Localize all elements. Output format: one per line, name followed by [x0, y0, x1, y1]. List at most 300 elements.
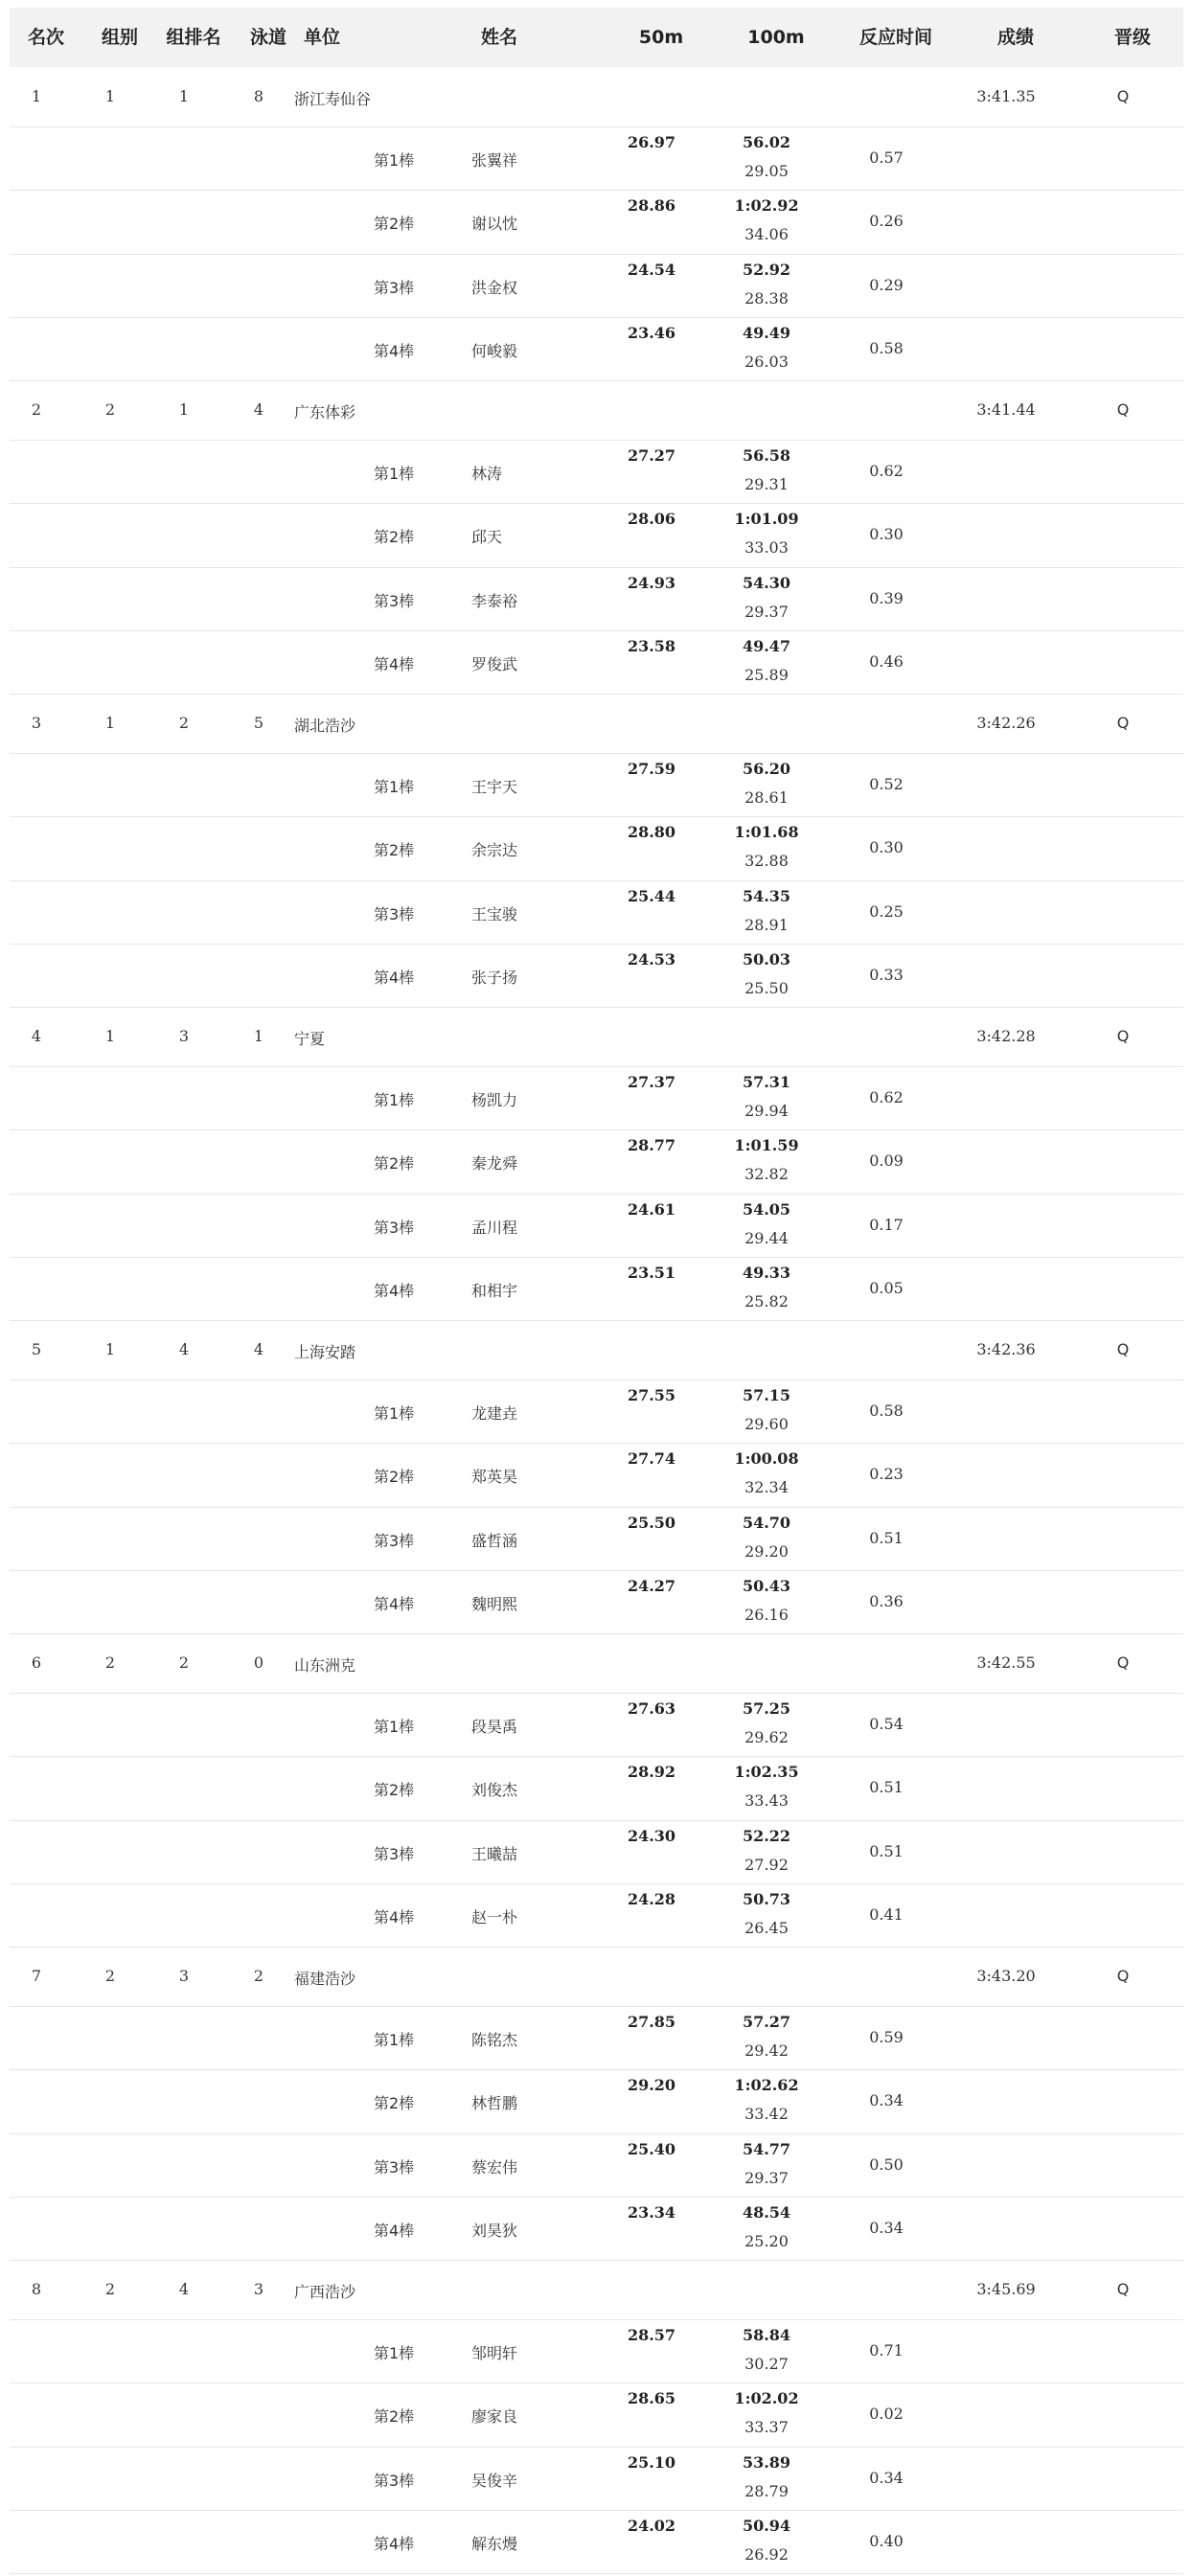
- row-divider: [10, 630, 1183, 631]
- team-lane: 4: [253, 400, 264, 419]
- team-group-rank: 1: [178, 400, 190, 419]
- team-group: 1: [104, 1027, 116, 1045]
- split-diff: 32.34: [744, 1478, 789, 1497]
- row-divider: [10, 567, 1183, 568]
- team-unit: 福建浩沙: [294, 1970, 356, 1988]
- split-100m: 53.89: [742, 2452, 791, 2472]
- team-unit: 广东体彩: [294, 403, 356, 422]
- swimmer-name: 邹明轩: [471, 2344, 518, 2363]
- leg-label: 第3棒: [374, 1218, 415, 1237]
- swimmer-name: 陈铭杰: [471, 2031, 518, 2050]
- split-100m: 54.35: [742, 886, 791, 905]
- swimmer-name: 张翼祥: [471, 151, 518, 171]
- leg-label: 第4棒: [374, 2534, 415, 2553]
- row-divider: [10, 880, 1183, 881]
- split-diff: 29.60: [744, 1415, 789, 1433]
- split-100m: 54.77: [742, 2139, 791, 2158]
- team-result: 3:42.28: [976, 1027, 1036, 1045]
- team-lane: 3: [253, 2280, 264, 2298]
- row-divider: [10, 944, 1183, 945]
- split-diff: 25.89: [744, 665, 789, 684]
- leg-label: 第1棒: [374, 1091, 415, 1110]
- reaction-time: 0.36: [869, 1591, 904, 1610]
- team-result: 3:41.44: [976, 400, 1036, 419]
- row-divider: [10, 1257, 1183, 1258]
- split-50m: 24.93: [627, 573, 676, 592]
- team-unit: 宁夏: [294, 1030, 326, 1048]
- swimmer-name: 郑英昊: [471, 1468, 518, 1487]
- swimmer-name: 李泰裕: [471, 591, 518, 610]
- row-divider: [10, 1320, 1183, 1321]
- split-diff: 26.16: [744, 1605, 789, 1624]
- split-50m: 24.61: [627, 1199, 676, 1219]
- split-50m: 24.27: [627, 1576, 676, 1595]
- reaction-time: 0.25: [869, 901, 904, 921]
- team-group-rank: 4: [178, 1340, 190, 1358]
- split-50m: 24.02: [627, 2516, 676, 2535]
- row-divider: [10, 1947, 1183, 1948]
- split-50m: 25.10: [627, 2452, 676, 2472]
- leg-label: 第4棒: [374, 968, 415, 987]
- reaction-time: 0.51: [869, 1778, 904, 1797]
- split-100m: 52.22: [742, 1826, 791, 1845]
- swimmer-name: 秦龙舜: [471, 1154, 518, 1174]
- team-qualify: Q: [1116, 1967, 1130, 1985]
- split-100m: 54.05: [742, 1199, 791, 1219]
- row-divider: [10, 2319, 1183, 2320]
- header-result: 成绩: [996, 27, 1035, 48]
- team-qualify: Q: [1116, 2280, 1130, 2298]
- row-divider: [10, 1883, 1183, 1884]
- split-100m: 58.84: [742, 2326, 791, 2344]
- swimmer-name: 谢以忱: [471, 215, 518, 234]
- reaction-time: 0.58: [869, 1402, 904, 1421]
- swimmer-name: 王宇天: [471, 778, 518, 797]
- row-divider: [10, 503, 1183, 504]
- team-group-rank: 2: [178, 1653, 190, 1672]
- team-lane: 5: [253, 714, 264, 732]
- swimmer-name: 杨凯力: [471, 1091, 518, 1110]
- split-100m: 52.92: [742, 260, 791, 279]
- split-diff: 29.31: [744, 475, 789, 493]
- row-divider: [10, 753, 1183, 754]
- swimmer-name: 赵一朴: [471, 1907, 518, 1926]
- split-100m: 56.02: [742, 133, 791, 151]
- leg-label: 第3棒: [374, 2157, 415, 2177]
- split-100m: 1:01.09: [734, 510, 799, 529]
- team-qualify: Q: [1116, 1653, 1130, 1672]
- split-100m: 1:01.68: [734, 823, 799, 842]
- split-diff: 29.05: [744, 162, 789, 180]
- row-divider: [10, 440, 1183, 441]
- swimmer-name: 邱天: [471, 528, 503, 547]
- leg-label: 第1棒: [374, 1404, 415, 1424]
- split-diff: 29.20: [744, 1541, 789, 1561]
- split-50m: 27.55: [627, 1386, 676, 1404]
- team-group-rank: 2: [178, 714, 190, 732]
- row-divider: [10, 1570, 1183, 1571]
- split-diff: 30.27: [744, 2355, 789, 2373]
- split-100m: 50.94: [742, 2516, 791, 2535]
- reaction-time: 0.30: [869, 525, 904, 544]
- split-diff: 33.43: [744, 1791, 789, 1811]
- swimmer-name: 龙建垚: [471, 1404, 518, 1424]
- split-50m: 27.59: [627, 760, 676, 778]
- reaction-time: 0.39: [869, 588, 904, 607]
- row-divider: [10, 1820, 1183, 1821]
- split-50m: 25.44: [627, 886, 676, 905]
- row-divider: [10, 254, 1183, 255]
- team-rank: 2: [31, 400, 42, 419]
- team-rank: 5: [31, 1340, 42, 1358]
- split-diff: 29.62: [744, 1728, 789, 1746]
- split-50m: 24.30: [627, 1826, 676, 1845]
- row-divider: [10, 2510, 1183, 2511]
- swimmer-name: 何峻毅: [471, 341, 518, 360]
- table-header: [10, 8, 1183, 67]
- reaction-time: 0.46: [869, 651, 904, 671]
- split-50m: 28.06: [627, 510, 676, 529]
- row-divider: [10, 2382, 1183, 2383]
- split-diff: 28.79: [744, 2481, 789, 2500]
- leg-label: 第2棒: [374, 841, 415, 860]
- row-divider: [10, 1693, 1183, 1694]
- row-divider: [10, 1379, 1183, 1380]
- team-group-rank: 4: [178, 2280, 190, 2298]
- split-50m: 28.86: [627, 196, 676, 216]
- swimmer-name: 吴俊辛: [471, 2471, 518, 2490]
- split-50m: 25.50: [627, 1513, 676, 1532]
- split-50m: 29.20: [627, 2076, 676, 2095]
- leg-label: 第2棒: [374, 215, 415, 234]
- split-50m: 28.92: [627, 1763, 676, 1782]
- team-group: 2: [104, 1967, 116, 1985]
- header-50m: 50m: [638, 27, 684, 48]
- team-lane: 0: [253, 1653, 264, 1672]
- reaction-time: 0.26: [869, 212, 904, 231]
- split-50m: 24.28: [627, 1889, 676, 1908]
- team-rank: 8: [31, 2280, 42, 2298]
- split-50m: 25.40: [627, 2139, 676, 2158]
- reaction-time: 0.17: [869, 1215, 904, 1234]
- header-reaction: 反应时间: [858, 27, 933, 48]
- leg-label: 第4棒: [374, 1281, 415, 1300]
- reaction-time: 0.29: [869, 275, 904, 294]
- leg-label: 第2棒: [374, 2407, 415, 2427]
- team-lane: 2: [253, 1967, 264, 1985]
- team-group: 2: [104, 2280, 116, 2298]
- header-group-rank: 组排名: [166, 27, 221, 48]
- row-divider: [10, 2133, 1183, 2134]
- team-group: 1: [104, 87, 116, 105]
- split-100m: 57.27: [742, 2013, 791, 2031]
- split-diff: 33.03: [744, 538, 789, 558]
- header-group: 组别: [101, 27, 139, 48]
- reaction-time: 0.33: [869, 965, 904, 984]
- leg-label: 第3棒: [374, 1531, 415, 1550]
- team-rank: 3: [31, 714, 42, 732]
- split-100m: 1:02.35: [734, 1763, 799, 1782]
- leg-label: 第3棒: [374, 1844, 415, 1863]
- split-100m: 49.47: [742, 636, 791, 655]
- row-divider: [10, 1066, 1183, 1067]
- swimmer-name: 刘俊杰: [471, 1781, 518, 1800]
- team-unit: 上海安踏: [294, 1343, 356, 1361]
- leg-label: 第2棒: [374, 1154, 415, 1174]
- split-100m: 1:02.02: [734, 2389, 799, 2408]
- split-100m: 49.49: [742, 323, 791, 342]
- split-diff: 25.82: [744, 1291, 789, 1311]
- leg-label: 第1棒: [374, 1718, 415, 1737]
- swimmer-name: 段昊禹: [471, 1718, 518, 1737]
- header-unit: 单位: [304, 27, 341, 48]
- split-100m: 54.30: [742, 573, 791, 592]
- split-diff: 26.45: [744, 1918, 789, 1937]
- row-divider: [10, 1507, 1183, 1508]
- split-50m: 28.80: [627, 823, 676, 842]
- split-50m: 27.37: [627, 1073, 676, 1091]
- reaction-time: 0.58: [869, 338, 904, 357]
- team-group: 1: [104, 714, 116, 732]
- leg-label: 第3棒: [374, 278, 415, 297]
- team-result: 3:42.26: [976, 714, 1036, 732]
- leg-label: 第2棒: [374, 1781, 415, 1800]
- swimmer-name: 张子扬: [471, 968, 518, 987]
- row-divider: [10, 2260, 1183, 2261]
- reaction-time: 0.09: [869, 1151, 904, 1171]
- team-result: 3:41.35: [976, 87, 1036, 105]
- team-group-rank: 3: [178, 1967, 190, 1985]
- reaction-time: 0.57: [869, 148, 904, 168]
- split-100m: 50.03: [742, 949, 791, 969]
- reaction-time: 0.30: [869, 838, 904, 857]
- team-rank: 1: [31, 87, 42, 105]
- swimmer-name: 林哲鹏: [471, 2094, 518, 2113]
- leg-label: 第2棒: [374, 2094, 415, 2113]
- leg-label: 第4棒: [374, 1594, 415, 1613]
- split-diff: 32.82: [744, 1165, 789, 1184]
- reaction-time: 0.51: [869, 1528, 904, 1547]
- split-diff: 34.06: [744, 225, 789, 244]
- split-diff: 26.03: [744, 352, 789, 371]
- row-divider: [10, 1007, 1183, 1008]
- split-diff: 25.50: [744, 978, 789, 997]
- swimmer-name: 洪金权: [471, 278, 518, 297]
- reaction-time: 0.59: [869, 2028, 904, 2047]
- swimmer-name: 廖家良: [471, 2407, 518, 2427]
- team-group: 2: [104, 400, 116, 419]
- split-diff: 28.61: [744, 788, 789, 807]
- team-qualify: Q: [1116, 1340, 1130, 1358]
- leg-label: 第1棒: [374, 778, 415, 797]
- leg-label: 第4棒: [374, 2221, 415, 2240]
- reaction-time: 0.34: [869, 2218, 904, 2237]
- team-result: 3:42.36: [976, 1340, 1036, 1358]
- split-diff: 32.88: [744, 852, 789, 871]
- split-100m: 57.31: [742, 1073, 791, 1091]
- split-50m: 23.34: [627, 2202, 676, 2222]
- reaction-time: 0.34: [869, 2091, 904, 2110]
- swimmer-name: 余宗达: [471, 841, 518, 860]
- team-qualify: Q: [1116, 400, 1130, 419]
- split-50m: 27.74: [627, 1449, 676, 1469]
- split-50m: 28.65: [627, 2389, 676, 2408]
- swimmer-name: 王宝骏: [471, 904, 518, 923]
- leg-label: 第1棒: [374, 151, 415, 171]
- swimmer-name: 刘昊狄: [471, 2221, 518, 2240]
- swimmer-name: 魏明熙: [471, 1594, 518, 1613]
- team-qualify: Q: [1116, 87, 1130, 105]
- team-unit: 湖北浩沙: [294, 717, 356, 735]
- row-divider: [10, 816, 1183, 817]
- team-qualify: Q: [1116, 714, 1130, 732]
- row-divider: [10, 190, 1183, 191]
- leg-label: 第1棒: [374, 465, 415, 484]
- reaction-time: 0.05: [869, 1278, 904, 1297]
- header-100m: 100m: [747, 27, 805, 48]
- split-diff: 33.37: [744, 2418, 789, 2437]
- reaction-time: 0.51: [869, 1841, 904, 1860]
- reaction-time: 0.41: [869, 1904, 904, 1924]
- reaction-time: 0.23: [869, 1465, 904, 1484]
- row-divider: [10, 380, 1183, 381]
- team-unit: 广西浩沙: [294, 2283, 356, 2301]
- leg-label: 第2棒: [374, 528, 415, 547]
- leg-label: 第3棒: [374, 2471, 415, 2490]
- reaction-time: 0.50: [869, 2154, 904, 2174]
- split-50m: 28.77: [627, 1136, 676, 1155]
- split-50m: 27.27: [627, 446, 676, 465]
- split-50m: 24.54: [627, 260, 676, 279]
- split-100m: 49.33: [742, 1263, 791, 1282]
- row-divider: [10, 694, 1183, 695]
- row-divider: [10, 1443, 1183, 1444]
- split-100m: 1:02.92: [734, 196, 799, 216]
- split-diff: 26.92: [744, 2544, 789, 2564]
- swimmer-name: 罗俊武: [471, 654, 518, 673]
- team-rank: 6: [31, 1653, 42, 1672]
- split-100m: 56.58: [742, 446, 791, 465]
- leg-label: 第3棒: [374, 904, 415, 923]
- leg-label: 第2棒: [374, 1468, 415, 1487]
- swimmer-name: 解东熳: [471, 2534, 518, 2553]
- split-100m: 57.25: [742, 1699, 791, 1718]
- swimmer-name: 盛哲涵: [471, 1531, 518, 1550]
- split-diff: 33.42: [744, 2105, 789, 2124]
- team-group-rank: 1: [178, 87, 190, 105]
- split-100m: 50.73: [742, 1889, 791, 1908]
- split-100m: 54.70: [742, 1513, 791, 1532]
- split-100m: 50.43: [742, 1576, 791, 1595]
- team-lane: 1: [253, 1027, 264, 1045]
- header-name: 姓名: [481, 27, 518, 48]
- split-diff: 27.92: [744, 1855, 789, 1874]
- header-lane: 泳道: [249, 27, 287, 48]
- leg-label: 第4棒: [374, 1907, 415, 1926]
- team-rank: 4: [31, 1027, 42, 1045]
- split-diff: 29.94: [744, 1102, 789, 1120]
- team-group: 1: [104, 1340, 116, 1358]
- split-100m: 1:01.59: [734, 1136, 799, 1155]
- row-divider: [10, 1129, 1183, 1130]
- header-rank: 名次: [27, 27, 65, 48]
- split-50m: 23.46: [627, 323, 676, 342]
- swimmer-name: 和相宇: [471, 1281, 518, 1300]
- team-unit: 浙江寿仙谷: [294, 90, 372, 108]
- split-50m: 27.63: [627, 1699, 676, 1718]
- row-divider: [10, 2069, 1183, 2070]
- split-diff: 28.38: [744, 288, 789, 308]
- team-lane: 8: [253, 87, 264, 105]
- team-result: 3:42.55: [976, 1653, 1036, 1672]
- team-unit: 山东洲克: [294, 1656, 356, 1675]
- split-100m: 56.20: [742, 760, 791, 778]
- swimmer-name: 孟川程: [471, 1218, 518, 1237]
- leg-label: 第3棒: [374, 591, 415, 610]
- row-divider: [10, 2447, 1183, 2448]
- team-group: 2: [104, 1653, 116, 1672]
- split-50m: 23.51: [627, 1263, 676, 1282]
- split-diff: 29.42: [744, 2041, 789, 2060]
- split-100m: 1:00.08: [734, 1449, 799, 1469]
- split-100m: 1:02.62: [734, 2076, 799, 2095]
- swimmer-name: 林涛: [471, 465, 503, 484]
- leg-label: 第1棒: [374, 2031, 415, 2050]
- reaction-time: 0.34: [869, 2468, 904, 2487]
- row-divider: [10, 2197, 1183, 2198]
- split-100m: 48.54: [742, 2202, 791, 2222]
- leg-label: 第4棒: [374, 654, 415, 673]
- swimmer-name: 蔡宏伟: [471, 2157, 518, 2177]
- row-divider: [10, 1756, 1183, 1757]
- split-diff: 25.20: [744, 2231, 789, 2250]
- reaction-time: 0.52: [869, 775, 904, 794]
- row-divider: [10, 2006, 1183, 2007]
- split-50m: 24.53: [627, 949, 676, 969]
- reaction-time: 0.02: [869, 2405, 904, 2424]
- team-rank: 7: [31, 1967, 42, 1985]
- reaction-time: 0.62: [869, 462, 904, 481]
- row-divider: [10, 317, 1183, 318]
- split-50m: 26.97: [627, 133, 676, 151]
- reaction-time: 0.71: [869, 2341, 904, 2360]
- header-qualify: 晋级: [1113, 27, 1152, 48]
- split-diff: 29.37: [744, 602, 789, 621]
- team-group-rank: 3: [178, 1027, 190, 1045]
- reaction-time: 0.54: [869, 1715, 904, 1734]
- split-diff: 28.91: [744, 915, 789, 934]
- split-50m: 23.58: [627, 636, 676, 655]
- split-diff: 29.37: [744, 2168, 789, 2187]
- row-divider: [10, 126, 1183, 127]
- team-result: 3:45.69: [976, 2280, 1036, 2298]
- split-diff: 29.44: [744, 1228, 789, 1247]
- row-divider: [10, 2573, 1183, 2574]
- row-divider: [10, 1633, 1183, 1634]
- row-divider: [10, 1194, 1183, 1195]
- team-qualify: Q: [1116, 1027, 1130, 1045]
- reaction-time: 0.62: [869, 1088, 904, 1107]
- split-50m: 28.57: [627, 2326, 676, 2344]
- swimmer-name: 王曦喆: [471, 1844, 518, 1863]
- leg-label: 第4棒: [374, 341, 415, 360]
- leg-label: 第1棒: [374, 2344, 415, 2363]
- split-50m: 27.85: [627, 2013, 676, 2031]
- team-result: 3:43.20: [976, 1967, 1036, 1985]
- split-100m: 57.15: [742, 1386, 791, 1404]
- team-lane: 4: [253, 1340, 264, 1358]
- reaction-time: 0.40: [869, 2531, 904, 2550]
